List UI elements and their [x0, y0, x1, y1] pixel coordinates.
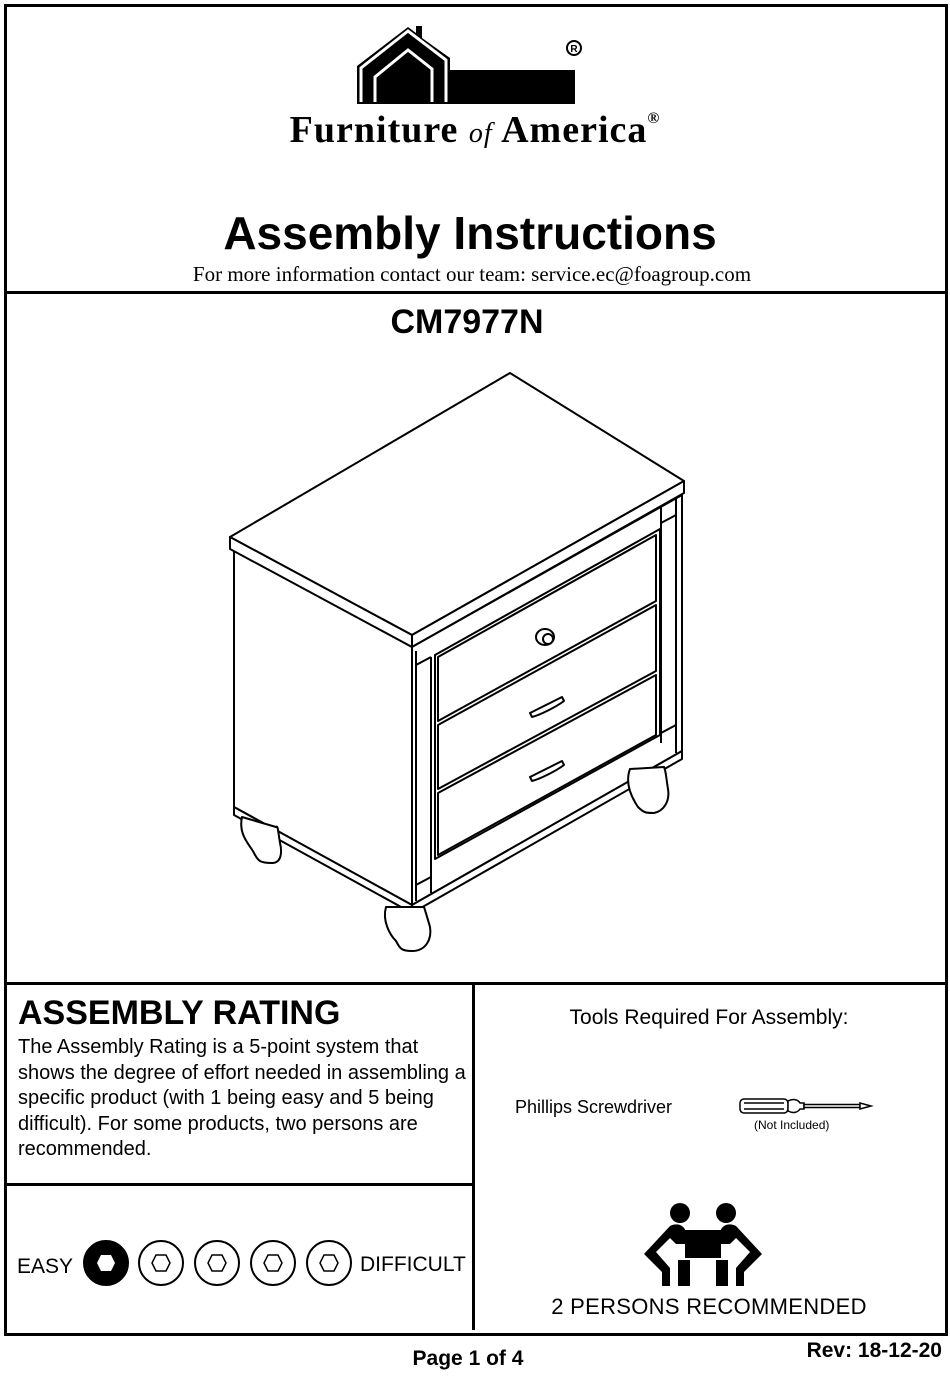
svg-text:R: R	[570, 44, 578, 55]
divider-main	[4, 982, 946, 985]
screwdriver-icon	[738, 1096, 874, 1118]
brand-name: Furniture of America®	[289, 109, 661, 151]
hexagon-icon	[207, 1254, 227, 1272]
hexagon-icon	[151, 1254, 171, 1272]
easy-label: EASY	[17, 1255, 74, 1278]
page-number: Page 1 of 4	[412, 1347, 524, 1370]
model-number: CM7977N	[390, 303, 544, 341]
hexagon-icon	[96, 1254, 116, 1272]
tool-note: (Not Included)	[754, 1118, 830, 1132]
rating-dot-3	[194, 1240, 240, 1286]
hexagon-icon	[263, 1254, 283, 1272]
logo-house-icon	[350, 22, 590, 108]
rating-dot-4	[250, 1240, 296, 1286]
two-persons-lifting-icon	[640, 1200, 766, 1290]
tools-heading: Tools Required For Assembly:	[569, 1006, 849, 1029]
persons-label: 2 PERSONS RECOMMENDED	[551, 1294, 867, 1319]
divider-rating	[4, 1183, 474, 1186]
rating-heading: ASSEMBLY RATING	[18, 994, 341, 1032]
rating-description: The Assembly Rating is a 5-point system that shows the degree of effort needed in assembling a specific product (with 1 being easy and 5 being difficult). For some products, two persons are recommended.	[18, 1036, 466, 1160]
hexagon-icon	[319, 1254, 339, 1272]
rating-dot-1	[83, 1240, 129, 1286]
rating-dot-5	[306, 1240, 352, 1286]
page-title: Assembly Instructions	[223, 207, 717, 259]
tool-name: Phillips Screwdriver	[515, 1097, 673, 1117]
nightstand-illustration	[220, 365, 700, 965]
difficult-label: DIFFICULT	[360, 1253, 466, 1276]
contact-line: For more information contact our team: service.ec@foagroup.com	[192, 262, 752, 286]
divider-header	[4, 291, 946, 294]
rating-dot-2	[138, 1240, 184, 1286]
divider-vertical	[472, 985, 475, 1330]
revision-label: Rev: 18-12-20	[806, 1339, 942, 1362]
